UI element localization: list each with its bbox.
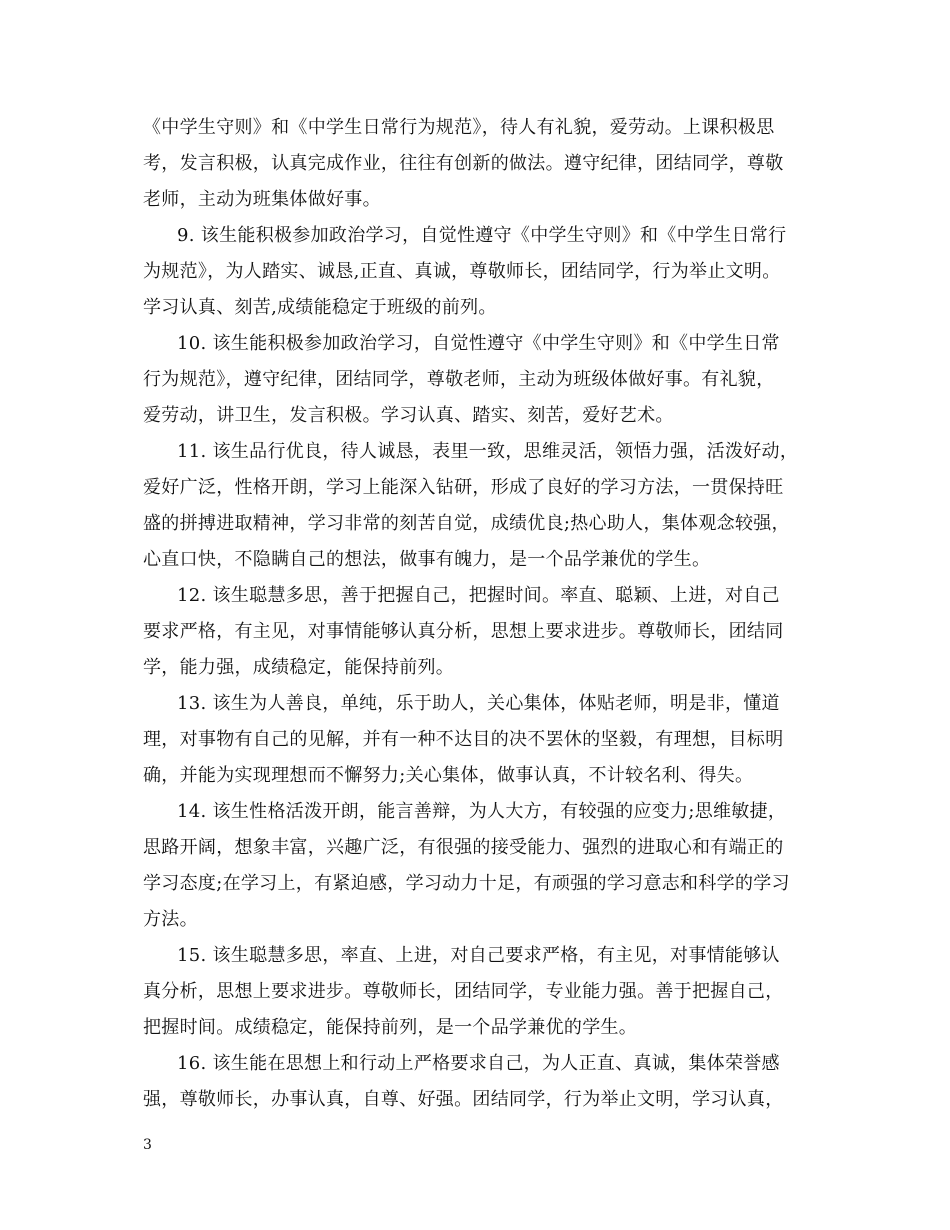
text-line: 考，发言积极，认真完成作业，往往有创新的做法。遵守纪律，团结同学，尊敬 bbox=[143, 153, 784, 174]
text-line: 爱劳动，讲卫生，发言积极。学习认真、踏实、刻苦，爱好艺术。 bbox=[143, 405, 674, 426]
text-line: 方法。 bbox=[143, 909, 198, 930]
text-line: 盛的拼搏进取精神，学习非常的刻苦自觉，成绩优良;热心助人，集体观念较强， bbox=[143, 513, 790, 534]
text-line: 13. 该生为人善良，单纯，乐于助人，关心集体，体贴老师，明是非，懂道 bbox=[177, 693, 780, 714]
text-line: 9. 该生能积极参加政治学习，自觉性遵守《中学生守则》和《中学生日常行 bbox=[177, 225, 787, 246]
text-line: 把握时间。成绩稳定，能保持前列，是一个品学兼优的学生。 bbox=[143, 1017, 638, 1038]
text-line: 12. 该生聪慧多思，善于把握自己，把握时间。率直、聪颖、上进，对自己 bbox=[177, 585, 780, 606]
text-line: 10. 该生能积极参加政治学习，自觉性遵守《中学生守则》和《中学生日常 bbox=[177, 333, 780, 354]
page-number: 3 bbox=[143, 1137, 152, 1153]
text-line: 行为规范》，遵守纪律，团结同学，尊敬老师，主动为班级体做好事。有礼貌， bbox=[143, 369, 775, 390]
text-line: 11. 该生品行优良，待人诚恳，表里一致，思维灵活，领悟力强，活泼好动， bbox=[177, 441, 799, 462]
text-line: 要求严格，有主见，对事情能够认真分析，思想上要求进步。尊敬师长，团结同 bbox=[143, 621, 784, 642]
text-line: 心直口快，不隐瞒自己的想法，做事有魄力，是一个品学兼优的学生。 bbox=[143, 549, 711, 570]
text-line: 《中学生守则》和《中学生日常行为规范》，待人有礼貌，爱劳动。上课积极思 bbox=[143, 117, 775, 138]
text-line: 理，对事物有自己的见解，并有一种不达目的决不罢休的坚毅，有理想，目标明 bbox=[143, 729, 784, 750]
text-line: 老师，主动为班集体做好事。 bbox=[143, 189, 381, 210]
text-line: 强，尊敬师长，办事认真，自尊、好强。团结同学，行为举止文明，学习认真， bbox=[143, 1089, 784, 1110]
text-line: 14. 该生性格活泼开朗，能言善辩，为人大方，有较强的应变力;思维敏捷， bbox=[177, 801, 787, 822]
text-line: 思路开阔，想象丰富，兴趣广泛，有很强的接受能力、强烈的进取心和有端正的 bbox=[143, 837, 784, 858]
text-line: 为规范》，为人踏实、诚恳,正直、真诚，尊敬师长，团结同学，行为举止文明。 bbox=[143, 261, 781, 282]
text-line: 学习认真、刻苦,成绩能稳定于班级的前列。 bbox=[143, 297, 497, 318]
text-line: 真分析，思想上要求进步。尊敬师长，团结同学，专业能力强。善于把握自己， bbox=[143, 981, 784, 1002]
text-line: 16. 该生能在思想上和行动上严格要求自己，为人正直、真诚，集体荣誉感 bbox=[177, 1053, 780, 1074]
text-line: 学习态度;在学习上，有紧迫感，学习动力十足，有顽强的学习意志和科学的学习 bbox=[143, 873, 790, 894]
text-line: 学，能力强，成绩稳定，能保持前列。 bbox=[143, 657, 455, 678]
text-line: 确，并能为实现理想而不懈努力;关心集体，做事认真，不计较名利、得失。 bbox=[143, 765, 754, 786]
text-line: 爱好广泛，性格开朗，学习上能深入钻研，形成了良好的学习方法，一贯保持旺 bbox=[143, 477, 784, 498]
text-line: 15. 该生聪慧多思，率直、上进，对自己要求严格，有主见，对事情能够认 bbox=[177, 945, 780, 966]
